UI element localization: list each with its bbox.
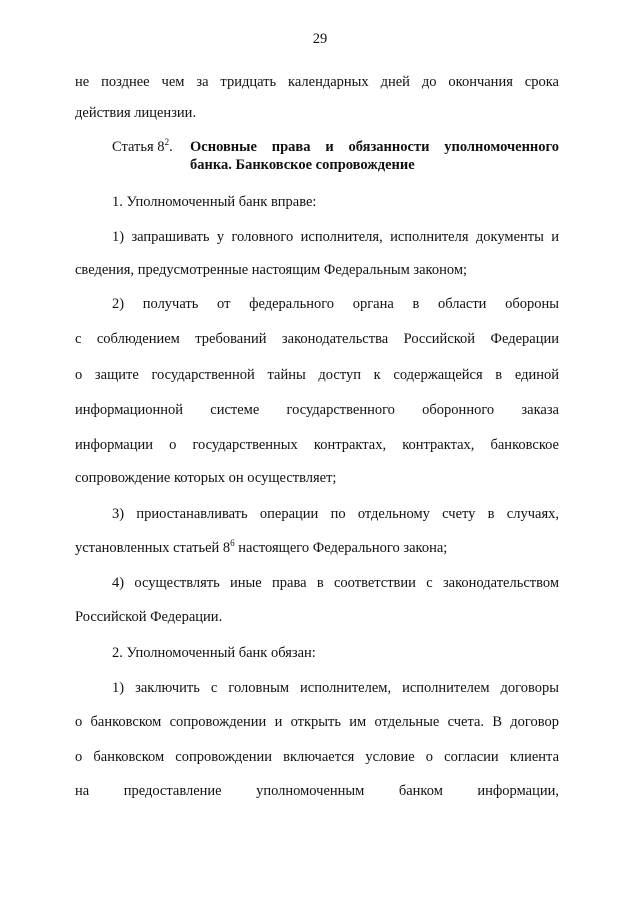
paragraph-line: сопровождение которых он осуществляет; <box>75 470 337 486</box>
paragraph-line: действия лицензии. <box>75 105 197 121</box>
paragraph-line: 4) осуществлять иные права в соответствии с законодательством <box>112 575 559 591</box>
paragraph-line: о защите государственной тайны доступ к содержащейся в единой <box>75 367 559 383</box>
page-number: 29 <box>312 31 328 47</box>
paragraph-line: установленных статьей $8^6$ настоящего Федерального закона; <box>75 538 448 556</box>
paragraph-line: на предоставление уполномоченным банком информации, <box>75 783 559 799</box>
paragraph-line: сведения, предусмотренные настоящим Федеральным законом; <box>75 262 468 278</box>
paragraph-line: 1. Уполномоченный банк вправе: <box>112 194 317 210</box>
article-title: Основные права и обязанности уполномоченного банка. Банковское сопровождение <box>190 139 559 173</box>
paragraph-line: Российской Федерации. <box>75 609 223 625</box>
paragraph-line: 3) приостанавливать операции по отдельному счету в случаях, <box>112 506 559 522</box>
paragraph-line: 1) запрашивать у головного исполнителя, исполнителя документы и <box>112 229 559 245</box>
paragraph-line: 2) получать от федерального органа в области обороны <box>112 296 559 312</box>
article-number: Статья $8^2$. <box>112 137 173 155</box>
paragraph-line: 2. Уполномоченный банк обязан: <box>112 645 316 661</box>
paragraph-line: информационной системе государственного оборонного заказа <box>75 402 559 418</box>
paragraph-line: о банковском сопровождении и открыть им отдельные счета. В договор <box>75 714 559 730</box>
paragraph-line: информации о государственных контрактах, контрактах, банковское <box>75 437 559 453</box>
paragraph-line: с соблюдением требований законодательства Российской Федерации <box>75 331 559 347</box>
paragraph-line: о банковском сопровождении включается условие о согласии клиента <box>75 749 559 765</box>
paragraph-line: 1) заключить с головным исполнителем, исполнителем договоры <box>112 680 559 696</box>
paragraph-line: не позднее чем за тридцать календарных дней до окончания срока <box>75 74 559 90</box>
